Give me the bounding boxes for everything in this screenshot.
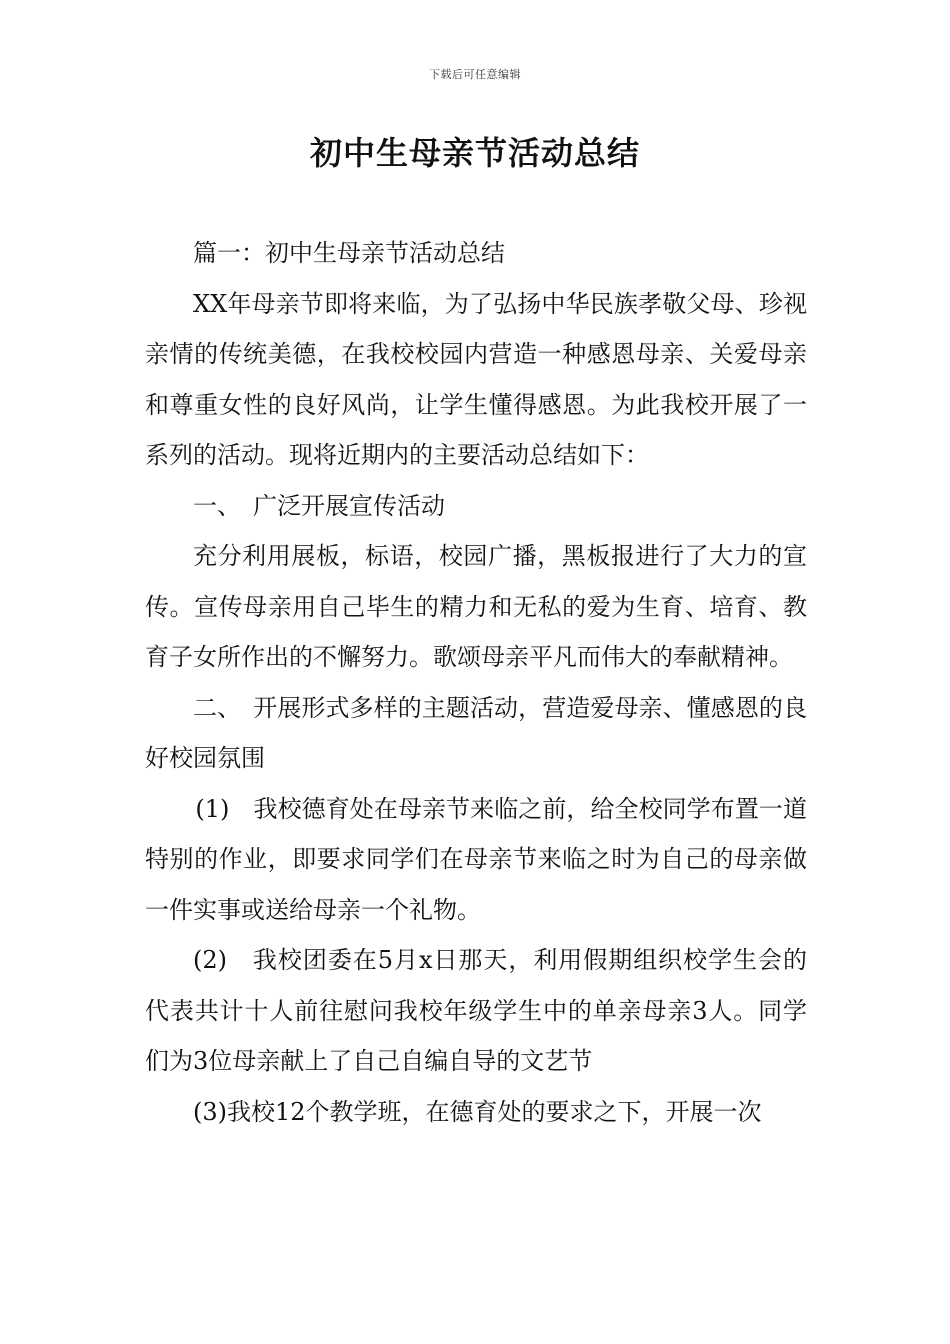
- sub-item-1: (1) 我校德育处在母亲节来临之前，给全校同学布置一道特别的作业，即要求同学们在母亲节来临之时为自己的母亲做一件实事或送给母亲一个礼物。: [145, 794, 807, 924]
- section-heading-part-one: 篇一：初中生母亲节活动总结: [193, 239, 505, 267]
- document-body: [145, 228, 807, 1137]
- sub-item-3: (3)我校12个教学班，在德育处的要求之下，开展一次: [193, 1097, 762, 1126]
- section-1-paragraph: 充分利用展板，标语，校园广播，黑板报进行了大力的宣传。宣传母亲用自己毕生的精力和无私的爱为生育、培育、教育子女所作出的不懈努力。歌颂母亲平凡而伟大的奉献精神。: [145, 542, 807, 671]
- document-title: 初中生母亲节活动总结: [309, 134, 640, 172]
- sub-item-2: (2) 我校团委在5月x日那天，利用假期组织校学生会的代表共计十人前往慰问我校年级学生中的单亲母亲3人。同学们为3位母亲献上了自己自编自导的文艺节: [145, 946, 807, 1075]
- section-heading-1: 一、 广泛开展宣传活动: [193, 491, 445, 520]
- section-heading-2: 二、 开展形式多样的主题活动，营造爱母亲、懂感恩的良好校园氛围: [145, 693, 807, 772]
- header-note: 下载后可任意编辑: [429, 68, 521, 81]
- intro-paragraph: XX年母亲节即将来临，为了弘扬中华民族孝敬父母、珍视亲情的传统美德，在我校校园内营造一种感恩母亲、关爱母亲和尊重女性的良好风尚，让学生懂得感恩。为此我校开展了一系列的活动。现将近期内的主要活动总结如下：: [145, 289, 807, 469]
